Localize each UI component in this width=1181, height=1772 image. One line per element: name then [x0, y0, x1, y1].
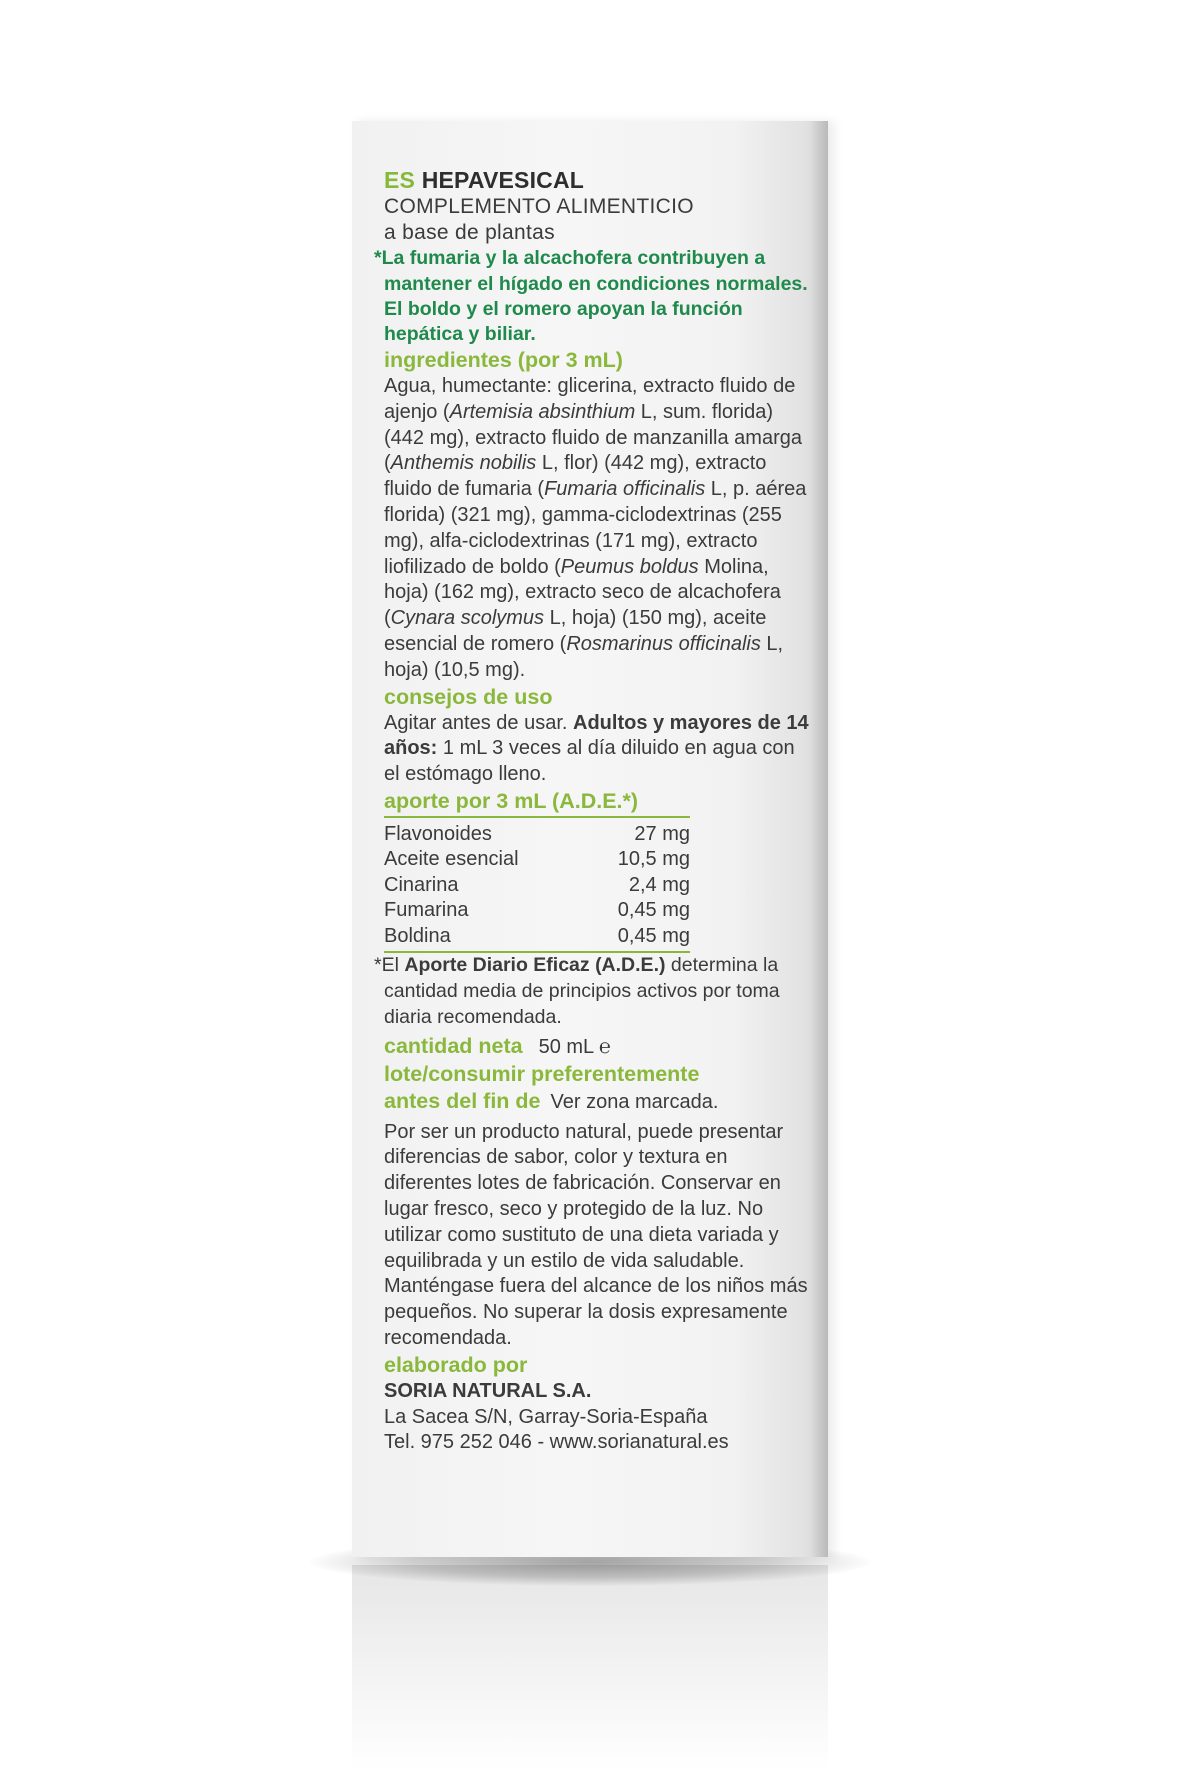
- claim-1-text: La fumaria y la alcachofera contribuyen a mantener el hígado en condiciones normales.: [381, 247, 808, 295]
- language-code: ES: [384, 167, 416, 193]
- usage-heading: consejos de uso: [384, 684, 553, 709]
- table-row: [384, 898, 690, 924]
- usage-dose-target: Adultos y mayores de 14 años:: [384, 711, 809, 760]
- maker-address: La Sacea S/N, Garray-Soria-España: [384, 1405, 708, 1428]
- latin-name: Artemisia absinthium: [449, 400, 636, 423]
- product-subtype: a base de plantas: [384, 221, 555, 244]
- product-type: COMPLEMENTO ALIMENTICIO: [384, 195, 694, 218]
- table-row: [384, 847, 690, 873]
- product-name: HEPAVESICAL: [421, 167, 585, 193]
- nutrient-value: 2,4 mg: [628, 873, 690, 896]
- nutrient-name: Boldina: [384, 924, 451, 947]
- ingredients-part: L, sum. florida) (442 mg), extracto fluido de manzanilla amarga (: [384, 400, 802, 475]
- latin-name: Peumus boldus: [560, 555, 699, 578]
- lot-label-line2: [384, 1088, 814, 1116]
- ingredients-part: L, hoja) (10,5 mg).: [384, 632, 784, 681]
- footnote-pre: El: [381, 954, 405, 977]
- ingredients-part: Molina, hoja) (162 mg), extracto seco de alcachofera (: [384, 555, 781, 630]
- nutrient-value: 0,45 mg: [617, 924, 690, 947]
- table-row: [384, 822, 690, 848]
- nutrient-name: Aceite esencial: [384, 848, 519, 871]
- health-claim-2: El boldo y el romero apoyan la función hepática y biliar.: [384, 298, 743, 345]
- footnote-term: Aporte Diario Eficaz (A.D.E.): [404, 954, 666, 977]
- nutrient-name: Cinarina: [384, 873, 459, 896]
- maker-name: SORIA NATURAL S.A.: [384, 1379, 592, 1402]
- ade-footnote: [374, 953, 814, 1030]
- latin-name: Fumaria officinalis: [544, 478, 706, 501]
- lot-value: Ver zona marcada.: [550, 1090, 719, 1113]
- claim-star: *: [374, 247, 382, 269]
- nutrient-name: Flavonoides: [384, 822, 492, 845]
- nutrient-value: 27 mg: [634, 822, 690, 845]
- footnote-star: *: [374, 954, 382, 977]
- ingredients-part: Agua, humectante: glicerina, extracto fluido de ajenjo (: [384, 375, 796, 423]
- table-row: [384, 873, 690, 899]
- net-quantity: [384, 1033, 814, 1061]
- ingredients-heading: ingredientes (por 3 mL): [384, 348, 623, 372]
- table-row: [384, 924, 690, 950]
- ingredients-text: [384, 374, 814, 684]
- usage-text: [384, 711, 814, 788]
- footnote-text: determina la cantidad media de principios activos por toma diaria recomendada.: [384, 954, 780, 1029]
- lot-label-text: antes del fin de: [384, 1088, 541, 1113]
- nutrition-heading: aporte por 3 mL (A.D.E.*): [384, 788, 639, 813]
- nutrient-value: 0,45 mg: [617, 899, 690, 922]
- nutrient-value: 10,5 mg: [617, 848, 690, 871]
- latin-name: Anthemis nobilis: [390, 452, 537, 475]
- nutrient-name: Fumarina: [384, 899, 469, 922]
- ingredients-part: L, flor) (442 mg), extracto fluido de fumaria (: [384, 452, 767, 501]
- usage-intro: Agitar antes de usar.: [384, 711, 574, 734]
- health-claim-1: [374, 246, 814, 297]
- maker-contact: Tel. 975 252 046 - www.sorianatural.es: [384, 1431, 729, 1454]
- maker-heading: elaborado por: [384, 1352, 528, 1377]
- warnings-text: Por ser un producto natural, puede presentar diferencias de sabor, color y textura en diferentes lotes de fabricación. Conservar en lugar fresco, seco y protegido de la luz. No utilizar como sustituto de una dieta variada y equilibrada y un estilo de vida saludable. Manténgase fuera del alcance de los niños más pequeños. No superar la dosis expresamente recomendada.: [384, 1120, 808, 1349]
- label-content: [374, 166, 814, 1456]
- ingredients-part: L, p. aérea florida) (321 mg), gamma-ciclodextrinas (255 mg), alfa-ciclodextrinas (171 mg), extracto liofilizado de boldo (: [384, 478, 807, 578]
- net-quantity-value: 50 mL ℮: [538, 1035, 611, 1058]
- usage-dose: 1 mL 3 veces al día diluido en agua con el estómago lleno.: [384, 737, 795, 786]
- latin-name: Cynara scolymus: [390, 607, 545, 630]
- nutrition-table: [384, 816, 690, 954]
- box-reflection: [352, 1565, 828, 1772]
- product-title: [384, 166, 814, 194]
- net-quantity-label: cantidad neta: [384, 1033, 523, 1058]
- latin-name: Rosmarinus officinalis: [566, 632, 761, 655]
- ingredients-part: L, hoja) (150 mg), aceite esencial de romero (: [384, 607, 767, 655]
- lot-label: lote/consumir preferentemente: [384, 1061, 700, 1086]
